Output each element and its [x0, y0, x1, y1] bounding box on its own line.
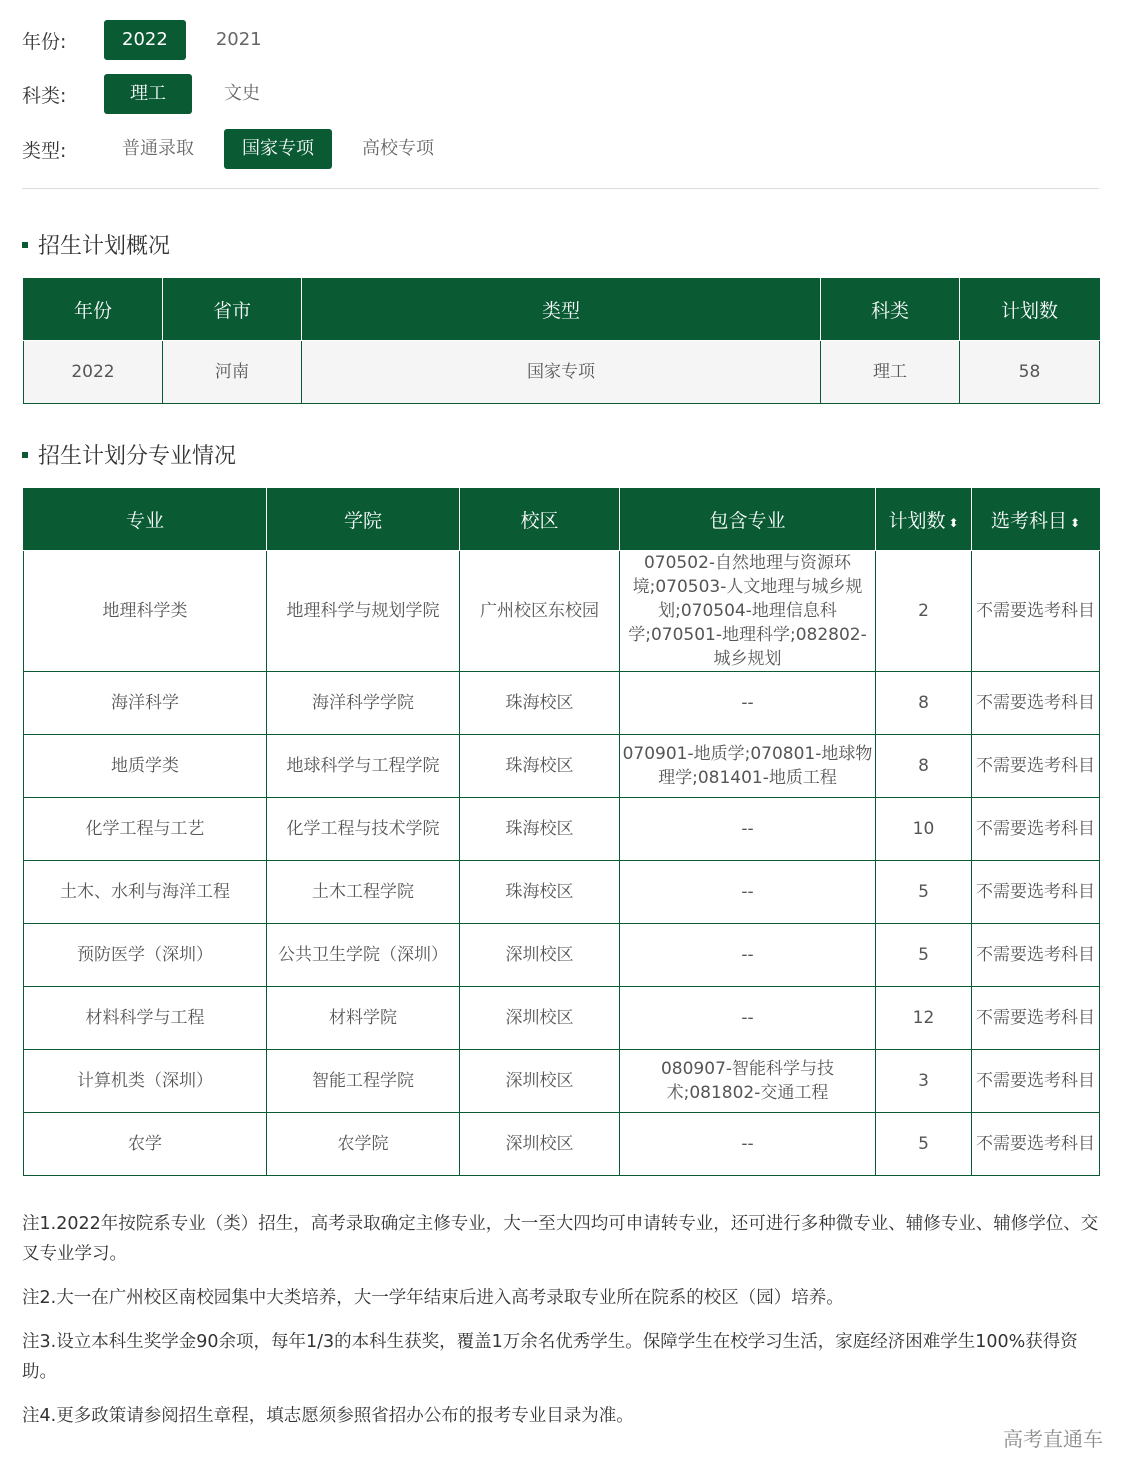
cell-included: 080907-智能科学与技术;081802-交通工程 — [620, 1050, 876, 1113]
majors-header-college: 学院 — [267, 488, 460, 551]
sort-icon[interactable]: ⬍ — [1069, 515, 1081, 530]
cell-plan: 2 — [876, 551, 972, 672]
note-2: 注2.大一在广州校区南校园集中大类培养，大一学年结束后进入高考录取专业所在院系的校区（园）培养。 — [22, 1288, 844, 1308]
overview-title-text: 招生计划概况 — [38, 234, 171, 259]
cell-plan: 3 — [876, 1050, 972, 1113]
table-row — [24, 1113, 1100, 1176]
cell-major: 地质学类 — [24, 735, 267, 798]
type-option-university[interactable]: 高校专项 — [362, 138, 434, 159]
cell-campus: 珠海校区 — [460, 735, 620, 798]
cell-major: 化学工程与工艺 — [24, 798, 267, 861]
cell-campus: 广州校区东校园 — [460, 551, 620, 672]
table-row — [24, 798, 1100, 861]
cell-included: -- — [620, 861, 876, 924]
table-row — [24, 987, 1100, 1050]
overview-section-title — [22, 229, 170, 260]
cell-college: 智能工程学院 — [267, 1050, 460, 1113]
year-filter-label: 年份: — [22, 30, 67, 53]
cell-included: 070502-自然地理与资源环境;070503-人文地理与城乡规划;070504-地理信息科学;070501-地理科学;082802-城乡规划 — [620, 551, 876, 672]
cell-campus: 珠海校区 — [460, 861, 620, 924]
overview-cell-plan: 58 — [960, 341, 1100, 404]
table-row — [24, 924, 1100, 987]
table-row — [24, 551, 1100, 672]
cell-plan: 12 — [876, 987, 972, 1050]
filter-divider — [22, 188, 1099, 189]
notes-section — [22, 1209, 1102, 1445]
cell-major: 土木、水利与海洋工程 — [24, 861, 267, 924]
cell-campus: 珠海校区 — [460, 672, 620, 735]
year-option-2022[interactable]: 2022 — [104, 20, 186, 60]
cell-included: -- — [620, 672, 876, 735]
cell-college: 地球科学与工程学院 — [267, 735, 460, 798]
overview-header-subject: 科类 — [821, 278, 960, 341]
cell-included: -- — [620, 798, 876, 861]
note-1: 注1.2022年按院系专业（类）招生，高考录取确定主修专业，大一至大四均可申请转专业，还可进行多种微专业、辅修专业、辅修学位、交叉专业学习。 — [22, 1214, 1099, 1264]
majors-table — [23, 488, 1100, 1176]
cell-subjects: 不需要选考科目 — [972, 672, 1100, 735]
section-bullet-icon — [22, 242, 28, 248]
section-bullet-icon — [22, 452, 28, 458]
overview-cell-year: 2022 — [24, 341, 163, 404]
cell-subjects: 不需要选考科目 — [972, 798, 1100, 861]
cell-included: -- — [620, 1113, 876, 1176]
cell-major: 材料科学与工程 — [24, 987, 267, 1050]
cell-college: 公共卫生学院（深圳） — [267, 924, 460, 987]
subject-option-science[interactable]: 理工 — [104, 74, 192, 114]
overview-cell-type: 国家专项 — [302, 341, 821, 404]
cell-college: 海洋科学学院 — [267, 672, 460, 735]
majors-header-subjects[interactable] — [972, 488, 1100, 551]
cell-major: 预防医学（深圳） — [24, 924, 267, 987]
cell-college: 化学工程与技术学院 — [267, 798, 460, 861]
table-row — [24, 735, 1100, 798]
cell-plan: 8 — [876, 672, 972, 735]
overview-header-year: 年份 — [24, 278, 163, 341]
cell-subjects: 不需要选考科目 — [972, 861, 1100, 924]
majors-section-title — [22, 439, 236, 470]
sort-icon[interactable]: ⬍ — [948, 515, 959, 530]
cell-subjects: 不需要选考科目 — [972, 551, 1100, 672]
cell-subjects: 不需要选考科目 — [972, 924, 1100, 987]
overview-cell-province: 河南 — [163, 341, 302, 404]
cell-included: -- — [620, 924, 876, 987]
cell-campus: 深圳校区 — [460, 1050, 620, 1113]
year-option-2021[interactable]: 2021 — [215, 29, 262, 50]
overview-header-type: 类型 — [302, 278, 821, 341]
watermark-text: 高考直通车 — [1003, 1427, 1103, 1451]
type-option-national[interactable]: 国家专项 — [224, 129, 332, 169]
majors-header-plan-label: 计划数 — [888, 509, 946, 532]
overview-header-province: 省市 — [163, 278, 302, 341]
cell-major: 地理科学类 — [24, 551, 267, 672]
type-option-regular[interactable]: 普通录取 — [122, 138, 194, 159]
cell-included: -- — [620, 987, 876, 1050]
cell-plan: 10 — [876, 798, 972, 861]
majors-header-major: 专业 — [24, 488, 267, 551]
cell-campus: 深圳校区 — [460, 924, 620, 987]
table-row — [24, 861, 1100, 924]
cell-plan: 5 — [876, 1113, 972, 1176]
year-filter — [22, 20, 292, 60]
overview-table — [23, 278, 1100, 404]
majors-table-body — [24, 551, 1100, 1176]
table-row — [24, 1050, 1100, 1113]
subject-option-arts[interactable]: 文史 — [224, 83, 260, 104]
type-filter — [22, 129, 464, 169]
table-row — [24, 672, 1100, 735]
cell-subjects: 不需要选考科目 — [972, 735, 1100, 798]
majors-title-text: 招生计划分专业情况 — [38, 444, 237, 469]
cell-major: 农学 — [24, 1113, 267, 1176]
cell-plan: 5 — [876, 924, 972, 987]
majors-header-plan[interactable] — [876, 488, 972, 551]
cell-campus: 深圳校区 — [460, 987, 620, 1050]
cell-subjects: 不需要选考科目 — [972, 987, 1100, 1050]
overview-header-plan: 计划数 — [960, 278, 1100, 341]
cell-college: 农学院 — [267, 1113, 460, 1176]
majors-header-included: 包含专业 — [620, 488, 876, 551]
cell-major: 计算机类（深圳） — [24, 1050, 267, 1113]
overview-header-row — [24, 278, 1100, 341]
note-4: 注4.更多政策请参阅招生章程，填志愿须参照省招办公布的报考专业目录为准。 — [22, 1406, 634, 1426]
majors-header-campus: 校区 — [460, 488, 620, 551]
majors-header-row — [24, 488, 1100, 551]
note-3: 注3.设立本科生奖学金90余项，每年1/3的本科生获奖，覆盖1万余名优秀学生。保障学生在校学习生活，家庭经济困难学生100%获得资助。 — [22, 1332, 1078, 1382]
type-filter-label: 类型: — [22, 139, 67, 162]
cell-included: 070901-地质学;070801-地球物理学;081401-地质工程 — [620, 735, 876, 798]
cell-subjects: 不需要选考科目 — [972, 1050, 1100, 1113]
cell-campus: 深圳校区 — [460, 1113, 620, 1176]
subject-filter — [22, 74, 292, 114]
cell-college: 土木工程学院 — [267, 861, 460, 924]
cell-college: 地理科学与规划学院 — [267, 551, 460, 672]
overview-row — [24, 341, 1100, 404]
overview-cell-subject: 理工 — [821, 341, 960, 404]
cell-campus: 珠海校区 — [460, 798, 620, 861]
cell-plan: 8 — [876, 735, 972, 798]
subject-filter-label: 科类: — [22, 84, 67, 107]
cell-plan: 5 — [876, 861, 972, 924]
cell-major: 海洋科学 — [24, 672, 267, 735]
cell-subjects: 不需要选考科目 — [972, 1113, 1100, 1176]
cell-college: 材料学院 — [267, 987, 460, 1050]
majors-header-subjects-label: 选考科目 — [990, 509, 1067, 532]
